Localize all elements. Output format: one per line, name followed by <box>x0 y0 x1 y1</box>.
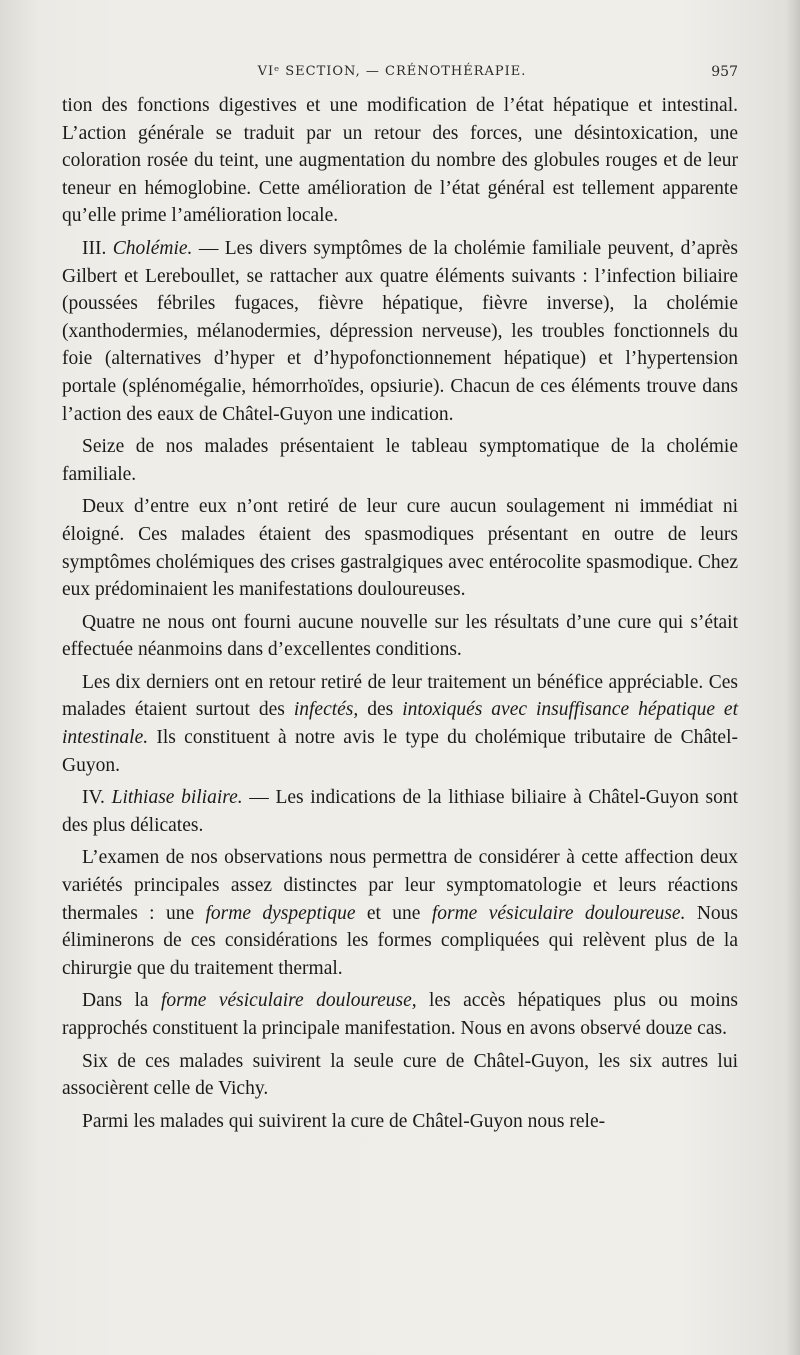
text-run: Nous éliminerons de ces considérations les formes compliquées qui relèvent plus de la chirurgie que du traitement thermal. <box>62 902 739 979</box>
text-run: L’examen de nos observations nous permettra de considérer à cette affection deux variétés principales assez distinctes par leur symptomatologie et leurs réactions thermales : une <box>62 847 738 924</box>
body-text <box>62 92 738 1135</box>
text-run: tion des fonctions digestives et une modification de l’état hépatique et intestinal. L’action générale se traduit par un retour des forces, une désintoxication, une coloration rosée du teint, une augmentation du nombre des globules rouges et de leur teneur en hémoglobine. Cette amélioration de l’état général est tellement apparente qu’elle prime l’amélioration locale. <box>62 95 738 227</box>
text-run: Deux d’entre eux n’ont retiré de leur cure aucun soulagement ni immédiat ni éloigné. Ces malades étaient des spasmodiques présentant en outre de leurs symptômes cholémiques des crises gastralgiques avec entérocolite spasmodique. Chez eux prédominaient les manifestations douloureuses. <box>62 496 738 601</box>
paragraph <box>62 844 738 982</box>
paragraph <box>62 1108 738 1136</box>
emphasis: forme dyspeptique <box>205 902 356 924</box>
text-run: Dans la <box>82 990 161 1012</box>
paragraph <box>62 235 738 428</box>
text-run: et une <box>355 902 432 924</box>
paragraph <box>62 669 738 779</box>
text-run: Six de ces malades suivirent la seule cure de Châtel-Guyon, les six autres lui associèrent celle de Vichy. <box>62 1050 738 1100</box>
text-run: les accès hépatiques plus ou moins rapprochés constituent la principale manifestation. Nous en avons observé douze cas. <box>62 990 738 1039</box>
emphasis: forme vésiculaire douloureuse. <box>431 902 686 924</box>
paragraph <box>62 987 738 1042</box>
text-run: Parmi les malades qui suivirent la cure de Châtel-Guyon nous rele- <box>82 1110 606 1132</box>
page-header <box>62 62 738 86</box>
section-number: IV. <box>82 787 112 809</box>
section-heading: Cholémie. <box>112 237 193 259</box>
text-run: — Les indications de la lithiase biliaire à Châtel-Guyon sont des plus délicates. <box>62 787 739 836</box>
page-number: 957 <box>711 64 738 80</box>
paragraph <box>62 784 738 839</box>
emphasis: forme vésiculaire douloureuse, <box>160 990 417 1012</box>
paragraph <box>62 1048 738 1103</box>
running-title: VIᵉ SECTION, — CRÉNOTHÉRAPIE. <box>257 64 527 79</box>
emphasis: intoxiqués avec insuffisance hépatique et intestinale. <box>62 699 738 749</box>
text-run: Quatre ne nous ont fourni aucune nouvelle sur les résultats d’une cure qui s’était effectuée néanmoins dans d’excellentes conditions. <box>62 611 738 661</box>
paragraph <box>62 609 738 664</box>
text-run: — Les divers symptômes de la cholémie familiale peuvent, d’après Gilbert et Lereboullet, se rattacher aux quatre éléments suivants : l’infection biliaire (poussées fébriles fugaces, fièvre hépatique, fièvre inverse), la cholémie (xanthodermies, mélanodermies, dépression nerveuse), les troubles fonctionnels du foie (alternatives d’hyper et d’hypofonctionnement hépatique) et l’hypertension portale (splénomégalie, hémorrhoïdes, opsiurie). Chacun de ces éléments trouve dans l’action des eaux de Châtel-Guyon une indication. <box>62 237 738 425</box>
paragraph <box>62 493 738 603</box>
paragraph <box>62 92 738 230</box>
text-run: Les dix derniers ont en retour retiré de leur traitement un bénéfice appréciable. Ces malades étaient surtout des <box>62 671 738 721</box>
text-run: Ils constituent à notre avis le type du cholémique tributaire de Châtel-Guyon. <box>62 727 738 776</box>
section-heading: Lithiase biliaire. <box>111 787 243 809</box>
emphasis: infectés, <box>293 699 359 721</box>
text-run: des <box>358 699 403 721</box>
section-number: III. <box>82 237 113 259</box>
paragraph <box>62 433 738 488</box>
text-run: Seize de nos malades présentaient le tableau symptomatique de la cholémie familiale. <box>62 436 738 485</box>
